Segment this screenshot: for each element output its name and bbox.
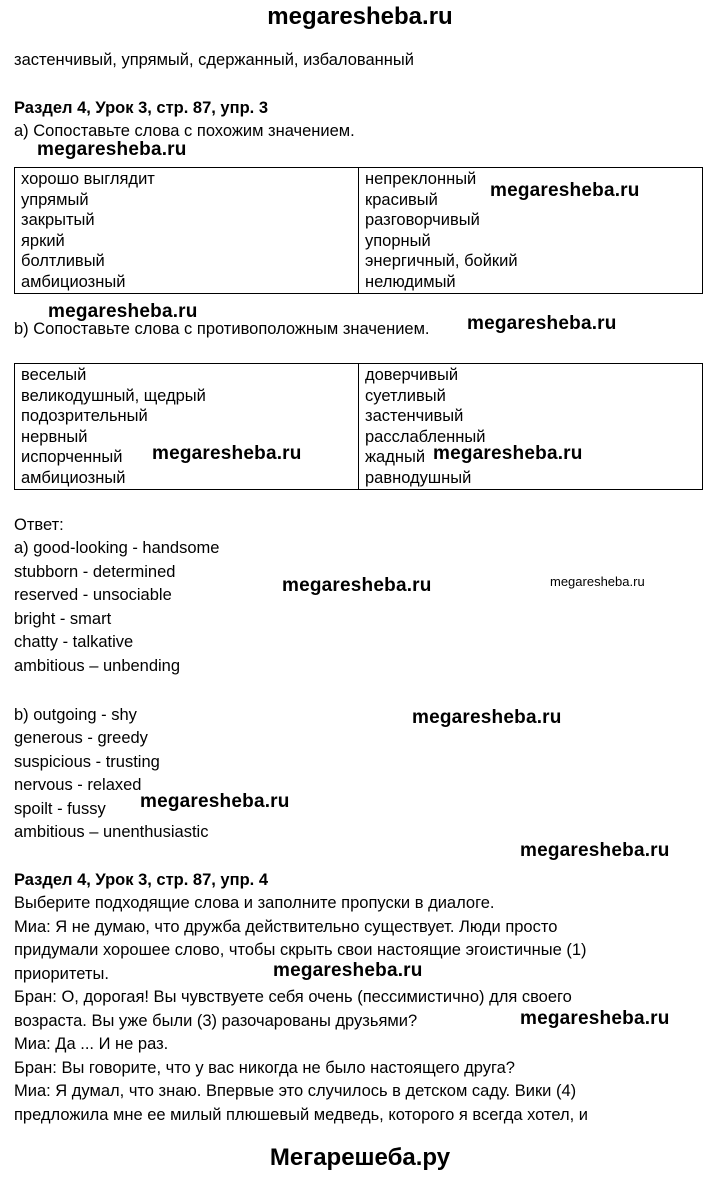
ex4-line: Бран: О, дорогая! Вы чувствуете себя очень (пессимистично) для своего (14, 988, 572, 1006)
table-a-left-item: хорошо выглядит (21, 170, 155, 188)
answer-line: suspicious - trusting (14, 753, 160, 771)
watermark: megaresheba.ru (140, 791, 290, 812)
watermark: megaresheba.ru (490, 180, 640, 201)
watermark: megaresheba.ru (48, 301, 198, 322)
match-table-b (14, 363, 703, 490)
answer-line: a) good-looking - handsome (14, 539, 220, 557)
table-b-left-item: великодушный, щедрый (21, 386, 206, 405)
table-b-left-item: подозрительный (21, 407, 148, 425)
table-a-right-item: разговорчивый (365, 211, 480, 229)
watermark: megaresheba.ru (433, 443, 583, 464)
ex4-line: Миа: Я не думаю, что дружба действительно существует. Люди просто (14, 918, 558, 936)
answer-line: ambitious – unenthusiastic (14, 823, 209, 841)
table-a-right-item: красивый (365, 190, 438, 209)
site-header: megaresheba.ru (267, 3, 453, 30)
table-b-left-column (15, 364, 359, 490)
intro-line: застенчивый, упрямый, сдержанный, избалованный (14, 51, 414, 69)
table-a-right-item: непреклонный (365, 170, 477, 188)
watermark: megaresheba.ru (412, 707, 562, 728)
table-b-right-item: суетливый (365, 386, 446, 405)
ex4-line: Бран: Вы говорите, что у вас никогда не было настоящего друга? (14, 1059, 515, 1077)
table-a-left-item: болтливый (21, 252, 105, 270)
ex4-line: Миа: Да ... И не раз. (14, 1035, 169, 1053)
table-a-right-item: нелюдимый (365, 272, 456, 291)
table-a-right-item: энергичный, бойкий (365, 252, 518, 270)
watermark: megaresheba.ru (467, 313, 617, 334)
table-a-left-item: яркий (21, 231, 65, 250)
table-a-right-item: упорный (365, 231, 431, 250)
table-a-left-column (15, 168, 359, 294)
table-b-left-item: нервный (21, 427, 88, 446)
watermark: megaresheba.ru (520, 840, 670, 861)
table-b-left-item: амбициозный (21, 468, 126, 487)
answer-line: nervous - relaxed (14, 776, 142, 794)
table-a-left-item: упрямый (21, 190, 89, 209)
ex3-task-b: b) Сопоставьте слова с противоположным значением. (14, 320, 430, 338)
table-a-left-item: закрытый (21, 211, 95, 229)
ex4-line: придумали хорошее слово, чтобы скрыть свои настоящие эгоистичные (1) (14, 941, 587, 959)
table-b-right-item: расслабленный (365, 427, 486, 446)
table-b-right-item: жадный (365, 448, 426, 466)
ex4-line: Выберите подходящие слова и заполните пропуски в диалоге. (14, 894, 495, 912)
ex4-line: Миа: Я думал, что знаю. Впервые это случилось в детском саду. Вики (4) (14, 1082, 577, 1100)
watermark: megaresheba.ru (520, 1008, 670, 1029)
ex4-line: приоритеты. (14, 965, 109, 983)
answer-line: b) outgoing - shy (14, 706, 137, 724)
answer-line: bright - smart (14, 610, 112, 628)
answer-line: ambitious – unbending (14, 657, 181, 675)
table-b-right-column (359, 364, 703, 490)
answer-line: chatty - talkative (14, 633, 134, 651)
table-b-right-item: равнодушный (365, 468, 472, 487)
table-b-right-item: застенчивый (365, 407, 464, 425)
watermark: megaresheba.ru (282, 575, 432, 596)
table-a-left-item: амбициозный (21, 272, 126, 291)
answer-line: generous - greedy (14, 729, 148, 747)
ex3-task-a: a) Сопоставьте слова с похожим значением. (14, 122, 355, 140)
table-b-left-item: испорченный (21, 448, 123, 466)
answer-label: Ответ: (14, 516, 64, 534)
watermark: megaresheba.ru (273, 960, 423, 981)
watermark: megaresheba.ru (152, 443, 302, 464)
site-footer: Мегарешеба.ру (269, 1144, 451, 1171)
ex4-heading: Раздел 4, Урок 3, стр. 87, упр. 4 (14, 871, 269, 889)
table-b-left-item: веселый (21, 366, 87, 384)
watermark: megaresheba.ru (37, 139, 187, 160)
answer-line: spoilt - fussy (14, 800, 106, 818)
table-b-right-item: доверчивый (365, 366, 459, 384)
ex4-line: предложила мне ее милый плюшевый медведь, которого я всегда хотел, и (14, 1106, 588, 1124)
watermark-small: megaresheba.ru (550, 574, 645, 589)
answer-line: reserved - unsociable (14, 586, 172, 604)
ex4-line: возраста. Вы уже были (3) разочарованы друзьями? (14, 1012, 418, 1030)
answer-line: stubborn - determined (14, 563, 176, 581)
ex3-heading: Раздел 4, Урок 3, стр. 87, упр. 3 (14, 99, 269, 117)
